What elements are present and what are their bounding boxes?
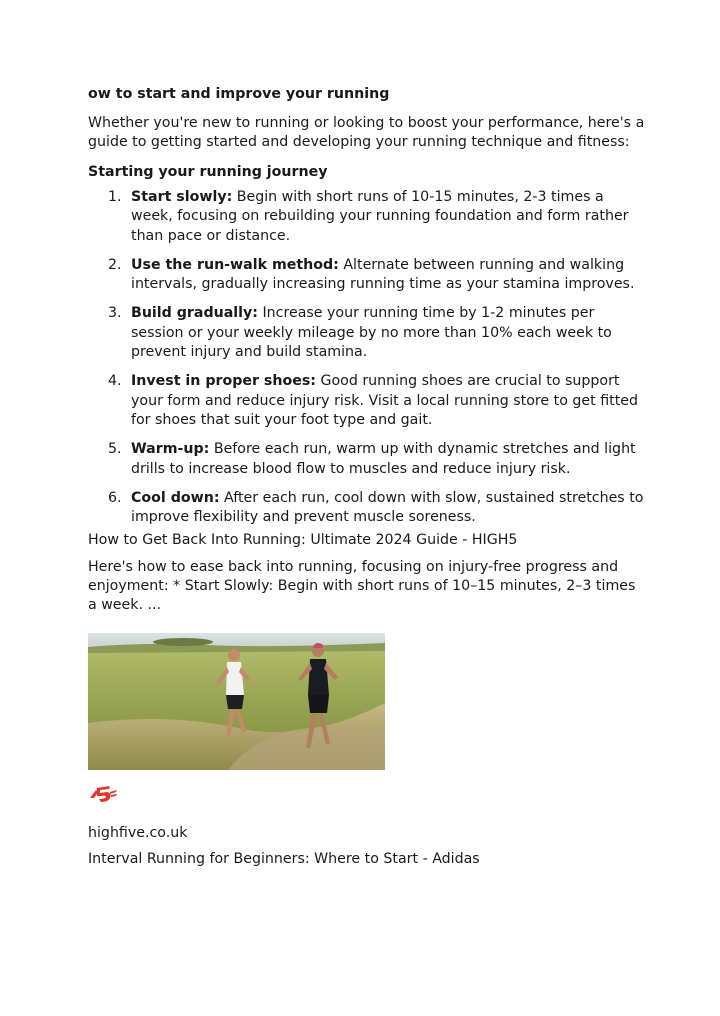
step-text: Increase your running time by 1-2 minutes per session or your weekly mileage by no more than 10% each week to prevent injury and build stamina. <box>131 305 612 361</box>
step-text: Before each run, warm up with dynamic stretches and light drills to increase blood flow to muscles and reduce injury risk. <box>131 441 636 477</box>
step-text: Begin with short runs of 10-15 minutes, 2-3 times a week, focusing on rebuilding your running foundation and form rather than pace or distance. <box>131 189 629 244</box>
list-item <box>131 304 648 362</box>
high5-logo-icon <box>88 784 118 804</box>
source-result-title[interactable]: How to Get Back Into Running: Ultimate 2024 Guide - HIGH5 <box>88 532 518 549</box>
list-item <box>131 372 648 430</box>
step-term: Cool down: <box>131 489 220 506</box>
step-text: Alternate between running and walking intervals, gradually increasing running time as your stamina improves. <box>131 256 635 293</box>
steps-list <box>88 188 648 527</box>
runners-photo[interactable] <box>88 633 385 770</box>
list-item <box>131 256 648 295</box>
step-text: After each run, cool down with slow, sustained stretches to improve flexibility and prevent muscle soreness. <box>131 489 644 526</box>
list-item <box>131 440 648 479</box>
list-item <box>131 188 648 246</box>
step-term: Invest in proper shoes: <box>131 373 316 390</box>
section-title: Starting your running journey <box>88 164 328 180</box>
source-result-snippet: Here's how to ease back into running, focusing on injury-free progress and enjoyment: * Start Slowly: Begin with short runs of 10–15 minutes, 2–3 times a week. ... <box>88 559 636 614</box>
step-term: Use the run-walk method: <box>131 256 339 273</box>
step-text: Good running shoes are crucial to support your form and reduce injury risk. Visit a local running store to get fitted for shoes that suit your foot type and gait. <box>131 373 639 428</box>
list-item <box>131 489 648 528</box>
document-page <box>88 84 648 869</box>
step-term: Build gradually: <box>131 305 258 322</box>
step-term: Warm-up: <box>131 441 210 458</box>
article-intro: Whether you're new to running or looking to boost your performance, here's a guide to getting started and developing your running technique and fitness: <box>88 115 645 150</box>
source-domain[interactable]: highfive.co.uk <box>88 825 188 842</box>
next-result-title[interactable]: Interval Running for Beginners: Where to Start - Adidas <box>88 851 480 868</box>
article-heading: ow to start and improve your running <box>88 86 390 102</box>
step-term: Start slowly: <box>131 189 233 205</box>
